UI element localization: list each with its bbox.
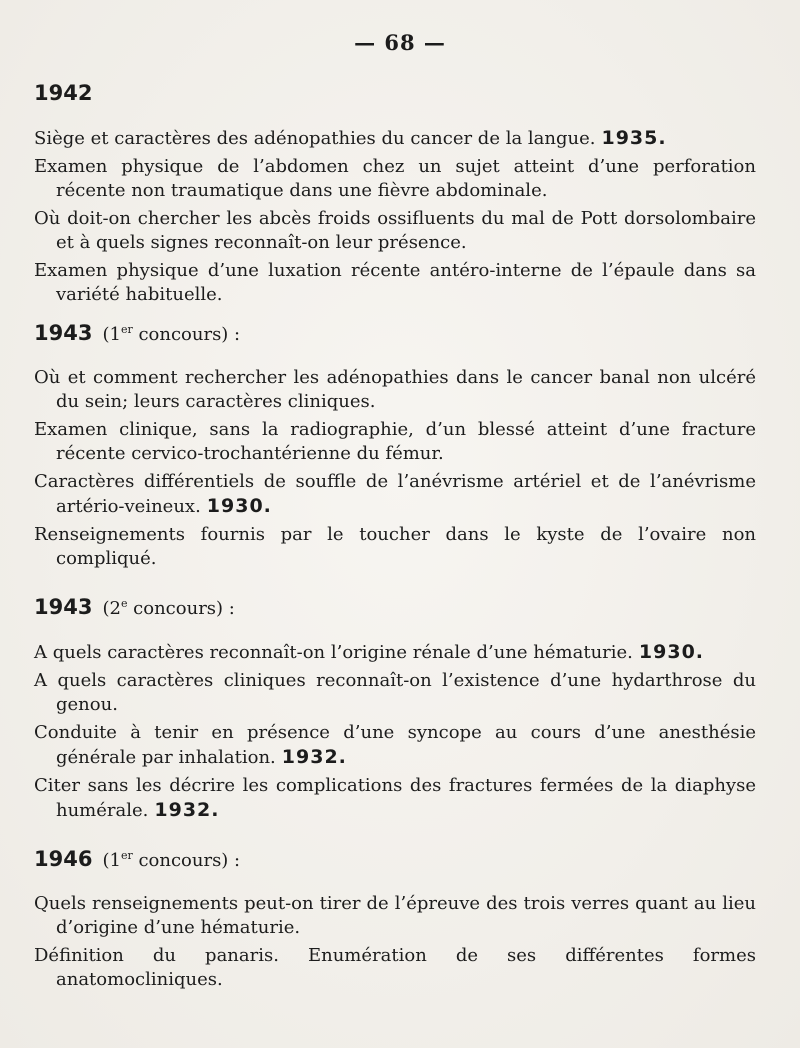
- question-item: [34, 366, 756, 414]
- question-text: Examen physique d’une luxation récente antéro-interne de l’épaule dans sa variété habituelle.: [34, 260, 756, 305]
- question-year-ref: 1932.: [281, 746, 347, 768]
- question-text: Citer sans les décrire les complications des fractures fermées de la diaphyse humérale.: [34, 775, 756, 821]
- exam-section-1943-second: [34, 592, 756, 827]
- question-text: Examen clinique, sans la radiographie, d’un blessé atteint d’une fracture récente cervico-trochantérienne du fémur.: [34, 419, 756, 464]
- question-item: [34, 669, 756, 717]
- question-year-ref: 1930.: [638, 641, 705, 663]
- section-heading: [34, 78, 756, 108]
- section-year: 1946: [34, 847, 93, 871]
- section-year: 1942: [34, 81, 93, 105]
- question-item: [34, 259, 756, 307]
- question-text: A quels caractères cliniques reconnaît-on l’existence d’une hydarthrose du genou.: [34, 670, 756, 715]
- section-heading: [34, 592, 756, 622]
- exam-section-1943-first: [34, 318, 756, 575]
- question-text: Conduite à tenir en présence d’une syncope au cours d’une anesthésie générale par inhalation.: [34, 722, 756, 768]
- exam-section-1946-first: [34, 844, 756, 996]
- section-year: 1943: [34, 321, 93, 345]
- question-item: [34, 418, 756, 466]
- question-text: Renseignements fournis par le toucher dans le kyste de l’ovaire non compliqué.: [34, 524, 756, 569]
- question-item: [34, 126, 756, 151]
- question-item: [34, 640, 756, 665]
- question-text: A quels caractères reconnaît-on l’origine rénale d’une hématurie.: [34, 642, 633, 663]
- question-item: [34, 207, 756, 255]
- question-text: Examen physique de l’abdomen chez un sujet atteint d’une perforation récente non traumatique dans une fièvre abdominale.: [34, 156, 756, 201]
- question-year-ref: 1930.: [206, 495, 272, 517]
- question-item: [34, 774, 756, 823]
- concours-label: (1er concours) :: [102, 323, 241, 345]
- ordinal-suffix: e: [120, 597, 128, 610]
- section-year: 1943: [34, 595, 93, 619]
- question-text: Où et comment rechercher les adénopathies dans le cancer banal non ulcéré du sein; leurs caractères cliniques.: [34, 367, 756, 412]
- ordinal-suffix: er: [120, 323, 133, 336]
- question-text: Où doit-on chercher les abcès froids ossifluents du mal de Pott dorsolombaire et à quels signes reconnaît-on leur présence.: [34, 208, 756, 253]
- question-item: [34, 721, 756, 770]
- section-heading: [34, 318, 756, 348]
- question-year-ref: 1932.: [154, 799, 220, 821]
- question-text: Définition du panaris. Enumération de ses différentes formes anatomocliniques.: [34, 945, 756, 990]
- question-text: Quels renseignements peut-on tirer de l’épreuve des trois verres quant au lieu d’origine d’une hématurie.: [34, 893, 756, 938]
- question-item: [34, 892, 756, 940]
- concours-label: (1er concours) :: [102, 849, 241, 871]
- question-item: [34, 944, 756, 992]
- question-item: [34, 470, 756, 519]
- concours-label: (2e concours) :: [102, 597, 235, 619]
- question-year-ref: 1935.: [601, 127, 667, 149]
- question-text: Caractères différentiels de souffle de l’anévrisme artériel et de l’anévrisme artério-veineux.: [34, 471, 756, 517]
- question-text: Siège et caractères des adénopathies du cancer de la langue.: [34, 128, 596, 149]
- question-item: [34, 523, 756, 571]
- page-number: — 68 —: [354, 30, 446, 55]
- exam-section-1942: [34, 78, 756, 311]
- question-item: [34, 155, 756, 203]
- section-heading: [34, 844, 756, 874]
- ordinal-suffix: er: [120, 849, 133, 862]
